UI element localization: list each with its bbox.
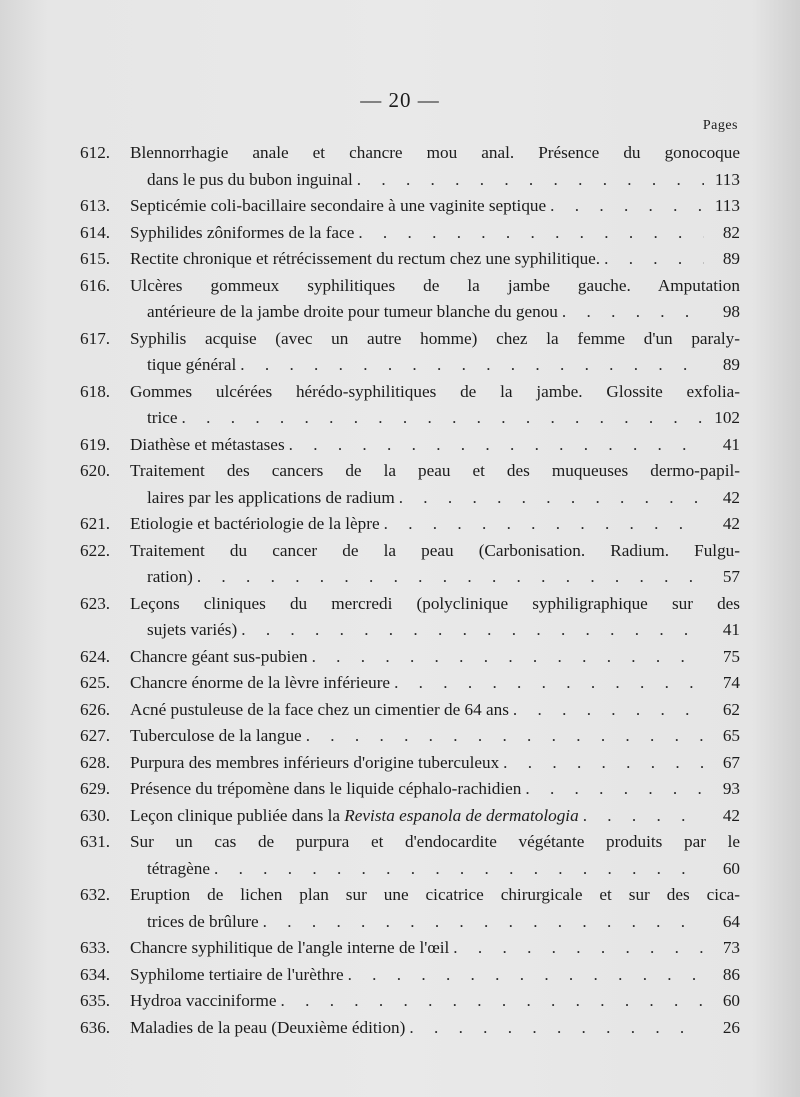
entry-page: 89 bbox=[722, 355, 740, 374]
entry-page: 60 bbox=[722, 858, 740, 878]
entry-body bbox=[130, 962, 740, 989]
dot-leader bbox=[558, 299, 704, 326]
entry-title-italic: Revista espanola de dermatologia bbox=[344, 805, 579, 825]
entry-number: 619. bbox=[80, 434, 111, 454]
entry-body bbox=[130, 538, 740, 591]
toc-entry bbox=[80, 776, 740, 803]
entry-title bbox=[147, 299, 558, 326]
entry-page: 42 bbox=[722, 805, 740, 825]
entry-title-text: Syphilome tertiaire de l'urèthre bbox=[130, 964, 344, 984]
entry-number: 615. bbox=[80, 249, 111, 268]
entry-number: 629. bbox=[80, 779, 111, 798]
entry-page: 74 bbox=[722, 673, 740, 692]
toc-entry bbox=[80, 432, 740, 459]
entry-number: 631. bbox=[80, 832, 111, 851]
dot-leader bbox=[236, 352, 704, 379]
entry-title bbox=[130, 803, 579, 830]
entry-title bbox=[147, 485, 395, 512]
entry-body bbox=[130, 140, 740, 193]
entry-title-text: Maladies de la peau (Deuxième édition) bbox=[130, 1017, 406, 1037]
entry-page: 26 bbox=[722, 1017, 740, 1037]
entry-page: 42 bbox=[722, 514, 740, 533]
entry-number: 634. bbox=[80, 964, 111, 984]
entry-page: 73 bbox=[722, 938, 740, 957]
entry-title-line: Traitement des cancers de la peau et des muqueuses dermo-papil- bbox=[130, 461, 740, 480]
dot-leader bbox=[285, 432, 704, 459]
dot-leader bbox=[600, 246, 704, 273]
dot-leader bbox=[579, 803, 704, 830]
dot-leader bbox=[277, 988, 704, 1015]
entry-title-text: Rectite chronique et rétrécissement du rectum chez une syphilitique. bbox=[130, 249, 601, 268]
toc-entry bbox=[80, 988, 740, 1015]
entry-body bbox=[130, 697, 740, 724]
entry-title-text: Chancre syphilitique de l'angle interne de l'œil bbox=[130, 938, 450, 957]
entry-number: 624. bbox=[80, 646, 111, 666]
entry-body bbox=[130, 988, 740, 1015]
entry-title bbox=[147, 856, 210, 883]
entry-title-line: Gommes ulcérées hérédo-syphilitiques de la jambe. Glossite exfolia- bbox=[130, 381, 740, 401]
entry-title-text: Chancre énorme de la lèvre inférieure bbox=[130, 673, 391, 692]
entry-title bbox=[147, 617, 237, 644]
entry-title-text: Hydroa vacciniforme bbox=[130, 991, 277, 1010]
entry-body bbox=[130, 193, 740, 220]
entry-body bbox=[130, 458, 740, 511]
entry-number: 622. bbox=[80, 540, 111, 560]
entry-number: 625. bbox=[80, 673, 111, 692]
entry-title bbox=[130, 1015, 405, 1042]
dot-leader bbox=[302, 723, 704, 750]
entry-title bbox=[130, 776, 521, 803]
entry-body bbox=[130, 882, 740, 935]
toc-entry bbox=[80, 246, 740, 273]
dot-leader bbox=[499, 750, 704, 777]
entry-page: 57 bbox=[722, 567, 740, 586]
entry-title-text: Septicémie coli-bacillaire secondaire à une vaginite septique bbox=[130, 196, 547, 215]
entry-body bbox=[130, 776, 740, 803]
dot-leader bbox=[405, 1015, 704, 1042]
entry-body bbox=[130, 935, 740, 962]
entry-title-text: Acné pustuleuse de la face chez un cimentier de 64 ans bbox=[130, 699, 509, 719]
entry-number: 621. bbox=[80, 514, 111, 533]
entry-title bbox=[130, 511, 380, 538]
entry-body bbox=[130, 750, 740, 777]
entry-body bbox=[130, 220, 740, 247]
entry-number: 616. bbox=[80, 275, 111, 295]
entry-page: 75 bbox=[722, 646, 740, 666]
entry-number: 627. bbox=[80, 726, 111, 745]
entry-body bbox=[130, 1015, 740, 1042]
dot-leader bbox=[344, 962, 704, 989]
toc-entry bbox=[80, 829, 740, 882]
entry-number: 632. bbox=[80, 885, 111, 904]
entry-page: 113 bbox=[714, 196, 740, 215]
toc-entry bbox=[80, 803, 740, 830]
entry-number: 617. bbox=[80, 328, 111, 348]
entry-title-text: sujets variés) bbox=[147, 620, 238, 639]
entry-title bbox=[130, 432, 285, 459]
toc-entry bbox=[80, 644, 740, 671]
entry-title-text: trice bbox=[147, 408, 178, 427]
entry-title bbox=[130, 193, 546, 220]
entry-title bbox=[147, 167, 353, 194]
entry-title-text: Diathèse et métastases bbox=[130, 434, 285, 454]
entry-body bbox=[130, 591, 740, 644]
entry-body bbox=[130, 326, 740, 379]
entry-page: 102 bbox=[714, 408, 740, 427]
entry-number: 623. bbox=[80, 593, 111, 613]
toc-entry bbox=[80, 1015, 740, 1042]
entry-number: 613. bbox=[80, 196, 111, 215]
entry-page: 89 bbox=[722, 249, 740, 268]
entry-title-line: Eruption de lichen plan sur une cicatrice chirurgicale et sur des cica- bbox=[130, 885, 740, 904]
entry-title-text: trices de brûlure bbox=[147, 911, 259, 931]
entry-body bbox=[130, 723, 740, 750]
toc-entry bbox=[80, 591, 740, 644]
entry-body bbox=[130, 670, 740, 697]
dot-leader bbox=[353, 167, 704, 194]
dot-leader bbox=[178, 405, 704, 432]
entry-body bbox=[130, 432, 740, 459]
toc-entry bbox=[80, 697, 740, 724]
page-number: — 20 — bbox=[360, 88, 440, 112]
entry-title bbox=[130, 988, 277, 1015]
entry-body bbox=[130, 644, 740, 671]
dot-leader bbox=[546, 193, 704, 220]
dot-leader bbox=[354, 220, 704, 247]
toc-entry bbox=[80, 458, 740, 511]
toc-entry bbox=[80, 962, 740, 989]
toc-entry bbox=[80, 273, 740, 326]
entry-page: 41 bbox=[722, 620, 740, 639]
entry-body bbox=[130, 273, 740, 326]
toc-entry bbox=[80, 193, 740, 220]
toc-entry bbox=[80, 935, 740, 962]
dot-leader bbox=[395, 485, 704, 512]
dot-leader bbox=[308, 644, 704, 671]
entry-page: 86 bbox=[722, 964, 740, 984]
toc-entry bbox=[80, 140, 740, 193]
entry-title bbox=[130, 750, 499, 777]
entry-page: 64 bbox=[722, 911, 740, 931]
toc-entry bbox=[80, 538, 740, 591]
entry-number: 612. bbox=[80, 143, 111, 162]
toc-entry bbox=[80, 670, 740, 697]
entry-title-text: tique général bbox=[147, 355, 237, 374]
entry-page: 65 bbox=[722, 726, 740, 745]
entry-title bbox=[130, 644, 308, 671]
entry-title-line: Blennorrhagie anale et chancre mou anal. Présence du gonocoque bbox=[130, 143, 740, 162]
dot-leader bbox=[390, 670, 704, 697]
entry-title-text: Leçon clinique publiée dans la bbox=[130, 805, 345, 825]
entry-title-line: Leçons cliniques du mercredi (polyclinique syphiligraphique sur des bbox=[130, 593, 740, 613]
entry-title-text: Chancre géant sus-pubien bbox=[130, 646, 308, 666]
entry-title bbox=[147, 909, 259, 936]
entry-title-text: Etiologie et bactériologie de la lèpre bbox=[130, 514, 380, 533]
entry-title-text: laires par les applications de radium bbox=[147, 487, 395, 507]
toc-entry bbox=[80, 723, 740, 750]
entry-body bbox=[130, 803, 740, 830]
entry-title bbox=[130, 962, 344, 989]
toc-entry bbox=[80, 511, 740, 538]
entry-number: 620. bbox=[80, 461, 111, 480]
entry-title bbox=[130, 697, 509, 724]
entry-title bbox=[130, 246, 600, 273]
dot-leader bbox=[380, 511, 704, 538]
entry-title bbox=[130, 670, 390, 697]
dot-leader bbox=[449, 935, 704, 962]
entry-number: 626. bbox=[80, 699, 111, 719]
entry-title-text: antérieure de la jambe droite pour tumeur blanche du genou bbox=[147, 302, 558, 321]
entry-page: 93 bbox=[722, 779, 740, 798]
entry-title bbox=[130, 935, 449, 962]
entry-page: 67 bbox=[722, 752, 740, 772]
entry-page: 113 bbox=[714, 169, 740, 189]
entry-title bbox=[147, 352, 236, 379]
entry-title-line: Sur un cas de purpura et d'endocardite végétante produits par le bbox=[130, 832, 740, 851]
entry-title bbox=[130, 220, 354, 247]
dot-leader bbox=[521, 776, 704, 803]
entry-page: 42 bbox=[722, 487, 740, 507]
entry-title-text: Tuberculose de la langue bbox=[130, 726, 302, 745]
dot-leader bbox=[210, 856, 704, 883]
entry-title-text: Purpura des membres inférieurs d'origine tuberculeux bbox=[130, 752, 500, 772]
entry-title-line: Traitement du cancer de la peau (Carbonisation. Radium. Fulgu- bbox=[130, 540, 740, 560]
entry-title bbox=[130, 723, 302, 750]
dot-leader bbox=[259, 909, 704, 936]
table-of-contents bbox=[80, 140, 740, 1041]
toc-entry bbox=[80, 750, 740, 777]
entry-title-text: tétragène bbox=[147, 858, 210, 878]
entry-title-text: ration) bbox=[147, 567, 193, 586]
entry-body bbox=[130, 829, 740, 882]
entry-title-line: Ulcères gommeux syphilitiques de la jambe gauche. Amputation bbox=[130, 275, 740, 295]
entry-number: 633. bbox=[80, 938, 111, 957]
entry-title-text: Présence du trépomène dans le liquide céphalo-rachidien bbox=[130, 779, 522, 798]
dot-leader bbox=[237, 617, 704, 644]
entry-number: 614. bbox=[80, 222, 111, 242]
entry-page: 62 bbox=[722, 699, 740, 719]
entry-page: 60 bbox=[722, 991, 740, 1010]
entry-number: 630. bbox=[80, 805, 111, 825]
entry-number: 636. bbox=[80, 1017, 111, 1037]
dot-leader bbox=[509, 697, 704, 724]
dot-leader bbox=[193, 564, 704, 591]
entry-title bbox=[147, 564, 193, 591]
entry-body bbox=[130, 379, 740, 432]
entry-title-text: dans le pus du bubon inguinal bbox=[147, 169, 353, 189]
entry-title bbox=[147, 405, 178, 432]
entry-body bbox=[130, 246, 740, 273]
entry-number: 618. bbox=[80, 381, 111, 401]
toc-entry bbox=[80, 220, 740, 247]
entry-page: 82 bbox=[722, 222, 740, 242]
toc-entry bbox=[80, 882, 740, 935]
toc-entry bbox=[80, 379, 740, 432]
entry-page: 41 bbox=[722, 434, 740, 454]
entry-number: 628. bbox=[80, 752, 111, 772]
entry-title-text: Syphilides zôniformes de la face bbox=[130, 222, 355, 242]
entry-page: 98 bbox=[722, 302, 740, 321]
pages-column-label: Pages bbox=[702, 118, 738, 133]
entry-number: 635. bbox=[80, 991, 111, 1010]
entry-body bbox=[130, 511, 740, 538]
toc-entry bbox=[80, 326, 740, 379]
entry-title-line: Syphilis acquise (avec un autre homme) chez la femme d'un paraly- bbox=[130, 328, 740, 348]
